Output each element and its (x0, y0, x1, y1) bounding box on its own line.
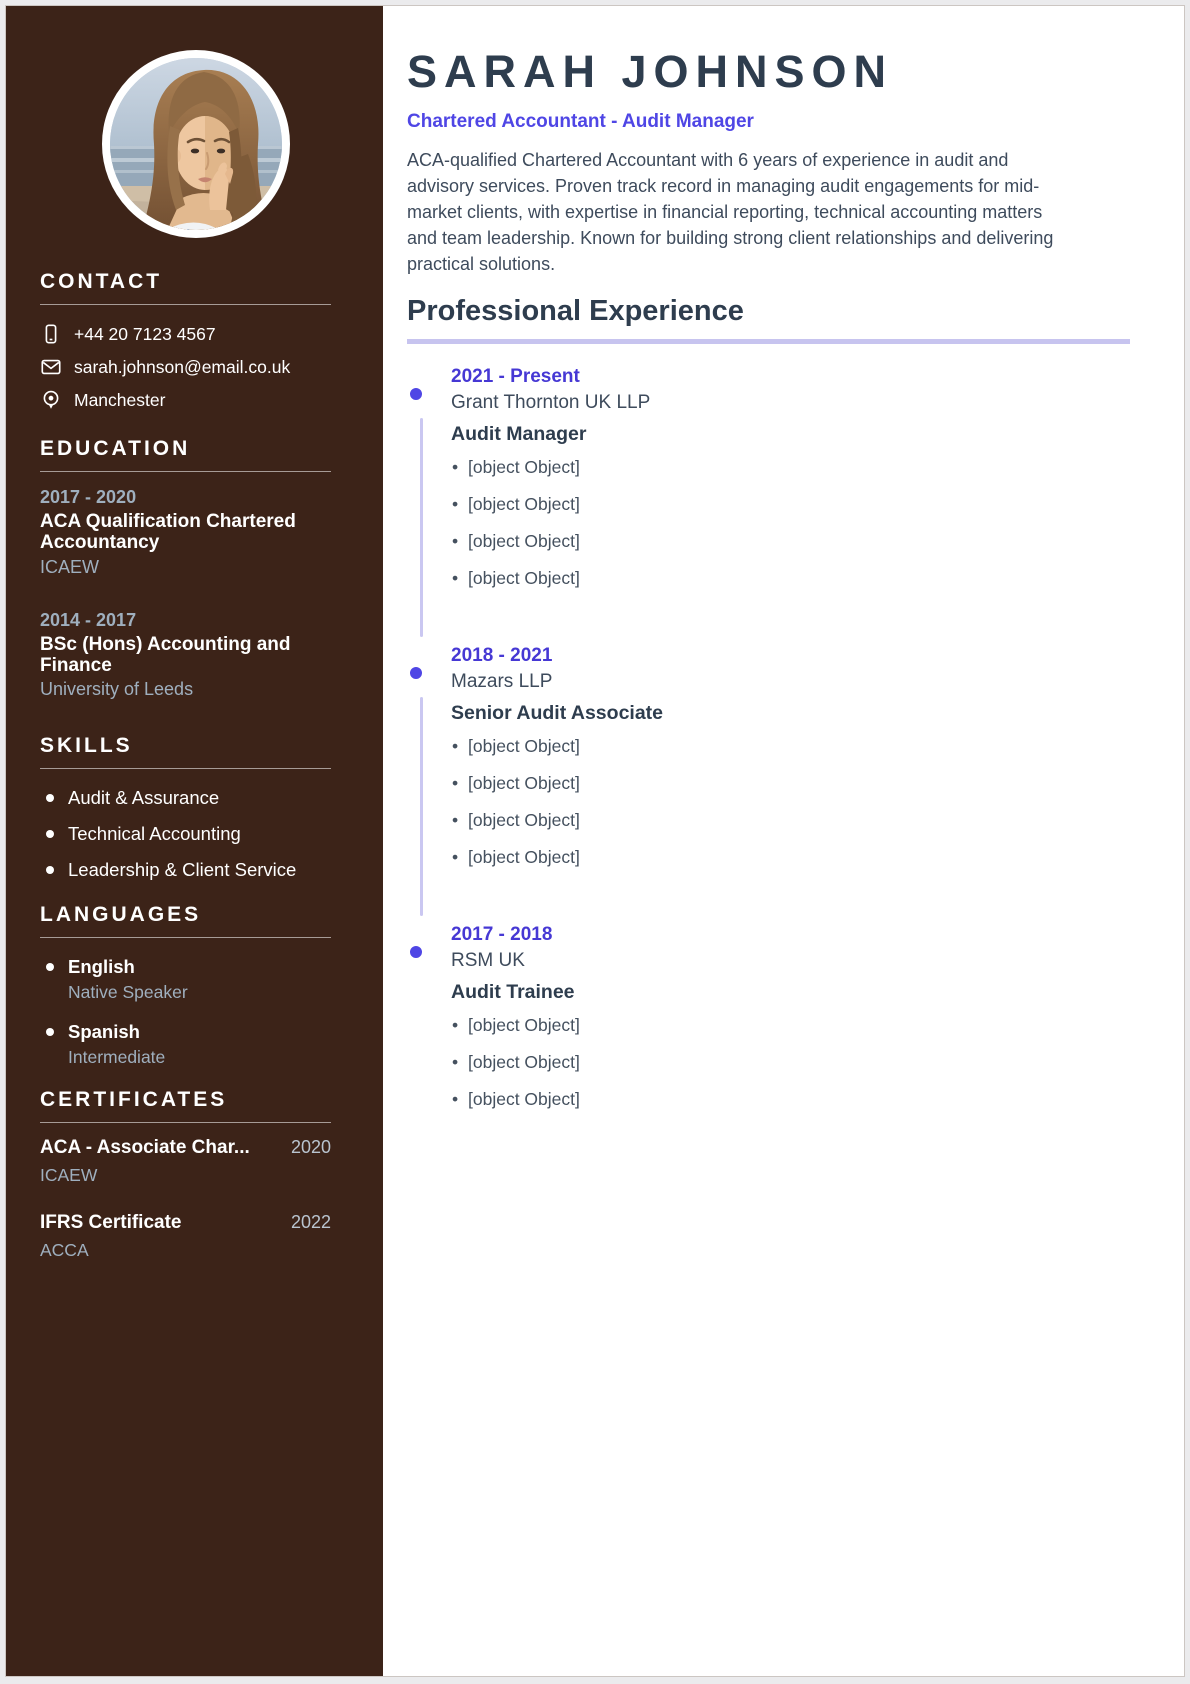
languages-section (40, 903, 331, 1068)
languages-list (40, 956, 331, 1068)
certificate-issuer: ICAEW (40, 1165, 98, 1186)
experience-heading: Professional Experience (407, 295, 1130, 344)
experience-timeline (407, 366, 1130, 1166)
timeline-marker-icon (410, 388, 422, 400)
experience-bullet: • [object Object] (451, 734, 1053, 759)
phone-icon (40, 323, 62, 345)
experience-item (407, 366, 1130, 645)
certificate-name: IFRS Certificate (40, 1212, 182, 1234)
experience-bullet: • [object Object] (451, 1013, 1053, 1038)
certificate-year: 2022 (290, 1212, 331, 1233)
education-heading: EDUCATION (40, 437, 191, 460)
experience-bullet: • [object Object] (451, 566, 1053, 591)
experience-period: 2021 - Present (451, 366, 580, 387)
experience-bullets (451, 734, 1130, 870)
experience-bullets (451, 1013, 1130, 1112)
section-divider (40, 1122, 331, 1123)
experience-role: Audit Trainee (451, 981, 575, 1003)
experience-period: 2018 - 2021 (451, 645, 553, 666)
education-title: BSc (Hons) Accounting and Finance (40, 633, 291, 676)
contact-email-row (40, 356, 331, 378)
contact-heading: CONTACT (40, 270, 163, 293)
main-content (383, 6, 1184, 1676)
certificate-name: ACA - Associate Char... (40, 1137, 250, 1159)
portrait-illustration (110, 58, 290, 238)
education-period: 2017 - 2020 (40, 487, 137, 507)
timeline-line (420, 418, 423, 637)
section-divider (40, 471, 331, 472)
education-item (40, 487, 331, 578)
language-level: Native Speaker (68, 982, 188, 1003)
languages-heading: LANGUAGES (40, 903, 202, 927)
experience-company: Grant Thornton UK LLP (451, 392, 651, 413)
education-title: ACA Qualification Chartered Accountancy (40, 511, 296, 554)
contact-phone: +44 20 7123 4567 (74, 323, 216, 344)
person-title: Chartered Accountant - Audit Manager (407, 111, 754, 132)
certificate-item (40, 1137, 331, 1186)
skills-list (40, 787, 331, 881)
timeline-line (420, 697, 423, 916)
person-name: SARAH JOHNSON (407, 46, 894, 97)
contact-location: Manchester (74, 389, 166, 410)
experience-company: RSM UK (451, 950, 525, 971)
education-item (40, 610, 331, 701)
experience-period: 2017 - 2018 (451, 924, 553, 945)
resume-page (5, 5, 1185, 1677)
skill-item: Technical Accounting (40, 823, 331, 845)
experience-bullet: • [object Object] (451, 808, 1053, 833)
section-divider (40, 768, 331, 769)
language-name: English (68, 956, 135, 978)
certificate-item (40, 1212, 331, 1261)
experience-bullet: • [object Object] (451, 1050, 1053, 1075)
skills-section (40, 734, 331, 881)
summary-text: ACA-qualified Chartered Accountant with 6 years of experience in audit and advisory services. Proven track record in managing audit engagements for mid-market clients, with expertise in financial reporting, technical accounting matters and team leadership. Known for building strong client relationships and delivering practical solutions. (407, 150, 1054, 274)
certificates-heading: CERTIFICATES (40, 1088, 228, 1112)
experience-role: Audit Manager (451, 423, 587, 445)
mail-icon (40, 356, 62, 378)
education-institution: University of Leeds (40, 679, 194, 700)
contact-email: sarah.johnson@email.co.uk (74, 356, 291, 377)
experience-bullet: • [object Object] (451, 455, 1053, 480)
experience-bullet: • [object Object] (451, 845, 1053, 870)
experience-bullet: • [object Object] (451, 529, 1053, 554)
education-period: 2014 - 2017 (40, 609, 137, 630)
language-name: Spanish (68, 1021, 140, 1043)
profile-photo (102, 50, 290, 238)
language-item (40, 1021, 331, 1068)
certificates-section (40, 1088, 331, 1261)
timeline-marker-icon (410, 946, 422, 958)
skill-item: Leadership & Client Service (40, 859, 331, 881)
contact-location-row (40, 389, 331, 411)
contact-section (40, 270, 331, 411)
experience-bullets (451, 455, 1130, 591)
timeline-marker-icon (410, 667, 422, 679)
education-section (40, 437, 331, 700)
section-divider (40, 937, 331, 938)
language-level: Intermediate (68, 1047, 166, 1068)
certificate-issuer: ACCA (40, 1240, 89, 1261)
language-item (40, 956, 331, 1003)
experience-bullet: • [object Object] (451, 492, 1053, 517)
certificate-year: 2020 (290, 1137, 331, 1158)
experience-item (407, 924, 1130, 1166)
experience-bullet: • [object Object] (451, 1087, 1053, 1112)
skill-item: Audit & Assurance (40, 787, 331, 809)
experience-role: Senior Audit Associate (451, 702, 664, 724)
skills-heading: SKILLS (40, 734, 133, 758)
experience-item (407, 645, 1130, 924)
experience-bullet: • [object Object] (451, 771, 1053, 796)
sidebar (6, 6, 383, 1676)
section-divider (40, 304, 331, 305)
contact-phone-row (40, 323, 331, 345)
education-institution: ICAEW (40, 556, 100, 577)
experience-company: Mazars LLP (451, 671, 553, 692)
location-icon (40, 389, 62, 411)
